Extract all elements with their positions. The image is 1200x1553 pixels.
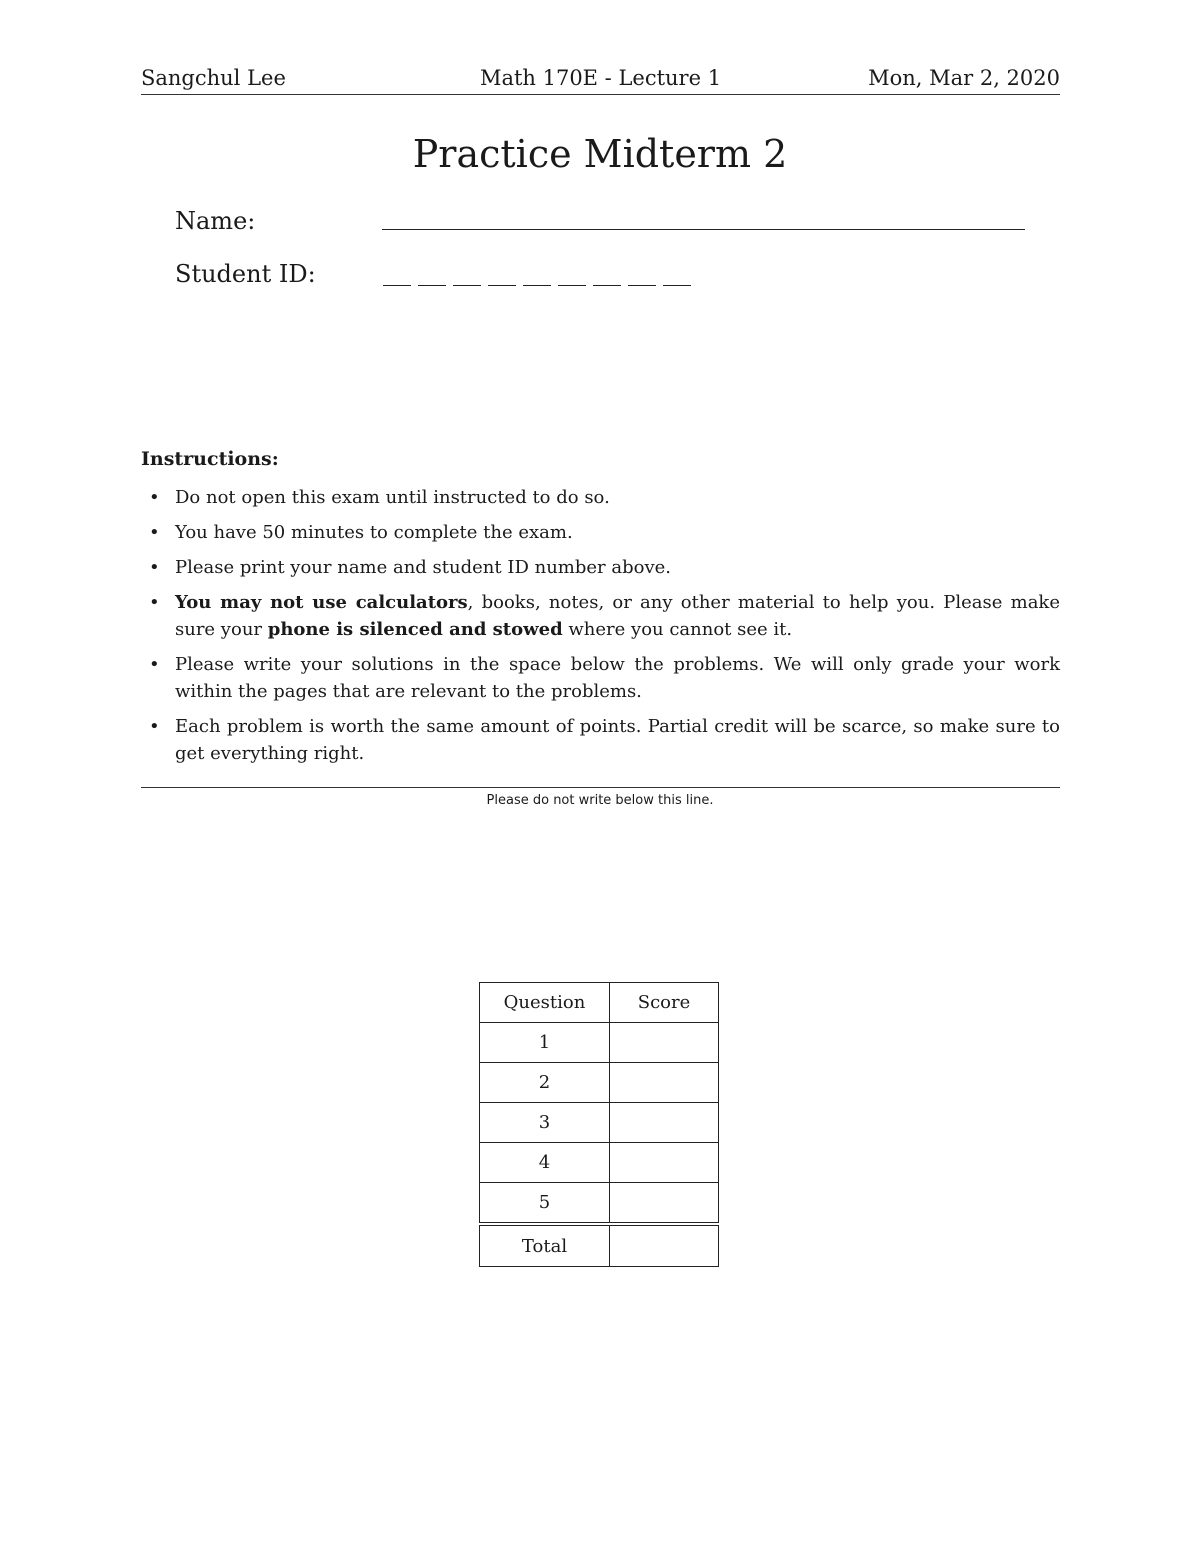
instructions-list (141, 484, 1060, 775)
table-row (480, 1103, 719, 1143)
question-number: 5 (480, 1183, 610, 1225)
instruction-text: where you cannot see it. (562, 619, 793, 640)
table-row (480, 1063, 719, 1103)
instruction-text: Please write your solutions in the space below the problems. We will only grade your work within the pages that are relevant to the problems. (175, 654, 1060, 702)
instruction-bold-text: You may not use calculators (175, 592, 468, 613)
instructions-heading: Instructions: (141, 448, 279, 470)
instruction-item (141, 484, 1060, 511)
page-title: Practice Midterm 2 (412, 132, 788, 176)
id-digit-blank (523, 285, 551, 286)
instruction-item (141, 554, 1060, 581)
header-date: Mon, Mar 2, 2020 (868, 66, 1060, 90)
id-digit-blank (488, 285, 516, 286)
instruction-text: Do not open this exam until instructed to do so. (175, 487, 610, 508)
instruction-text: Each problem is worth the same amount of points. Partial credit will be scarce, so make sure to get everything right. (175, 716, 1060, 764)
score-cell (610, 1183, 719, 1225)
question-number: 1 (480, 1023, 610, 1063)
instruction-bold-text: phone is silenced and stowed (267, 619, 563, 640)
question-number: 3 (480, 1103, 610, 1143)
column-header-score: Score (610, 983, 719, 1023)
score-cell (610, 1143, 719, 1183)
student-id-label: Student ID: (175, 260, 316, 288)
question-number: 4 (480, 1143, 610, 1183)
id-digit-blank (628, 285, 656, 286)
name-label: Name: (175, 207, 256, 235)
header-course: Math 170E - Lecture 1 (479, 66, 722, 90)
id-digit-blank (418, 285, 446, 286)
id-digit-blank (558, 285, 586, 286)
bullet-icon: • (149, 487, 160, 508)
score-cell (610, 1103, 719, 1143)
table-row (480, 1143, 719, 1183)
student-id-blanks (383, 285, 691, 286)
instruction-text: Please print your name and student ID number above. (175, 557, 671, 578)
table-row (480, 1183, 719, 1225)
instruction-text: You have 50 minutes to complete the exam. (175, 522, 573, 543)
instruction-item (141, 519, 1060, 546)
total-row (480, 1224, 719, 1267)
name-blank (382, 229, 1025, 230)
do-not-write-note: Please do not write below this line. (486, 793, 714, 808)
score-table (479, 982, 719, 1267)
header-author: Sangchul Lee (141, 66, 286, 90)
page-header (141, 66, 1060, 95)
bullet-icon: • (149, 654, 160, 675)
score-cell (610, 1063, 719, 1103)
divider-line (141, 787, 1060, 788)
id-digit-blank (383, 285, 411, 286)
table-row (480, 1023, 719, 1063)
column-header-question: Question (480, 983, 610, 1023)
table-header-row (480, 983, 719, 1023)
instruction-item (141, 589, 1060, 643)
total-score-cell (610, 1224, 719, 1267)
id-digit-blank (593, 285, 621, 286)
bullet-icon: • (149, 716, 160, 737)
id-digit-blank (663, 285, 691, 286)
bullet-icon: • (149, 557, 160, 578)
instruction-item (141, 713, 1060, 767)
instruction-item (141, 651, 1060, 705)
question-number: 2 (480, 1063, 610, 1103)
score-cell (610, 1023, 719, 1063)
id-digit-blank (453, 285, 481, 286)
total-label: Total (480, 1224, 610, 1267)
bullet-icon: • (149, 522, 160, 543)
bullet-icon: • (149, 592, 160, 613)
instruction-text: , books, notes, or any other material to help you. Please make sure your (175, 592, 1060, 640)
